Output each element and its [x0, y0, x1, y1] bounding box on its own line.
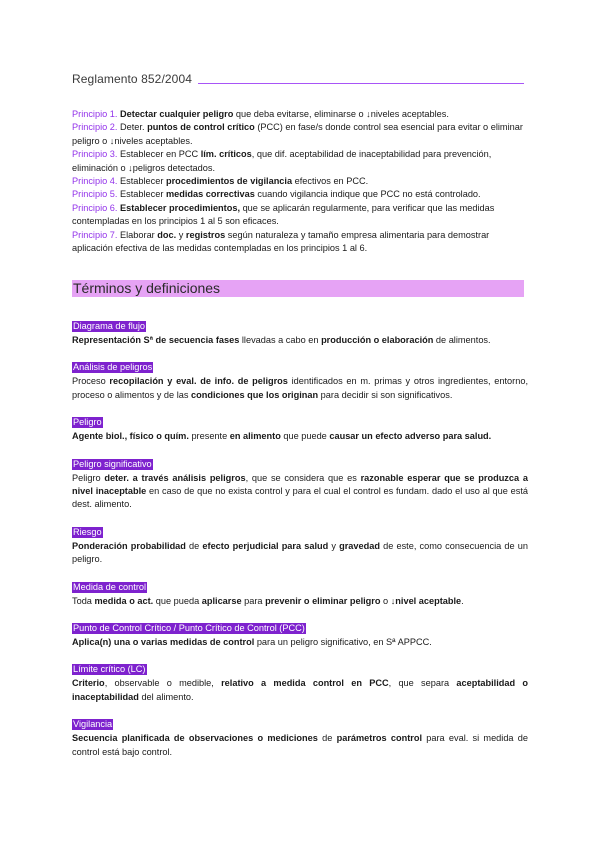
bold-text: causar un efecto adverso para salud. — [329, 431, 492, 442]
text-run: presente — [188, 431, 230, 442]
text-run: Proceso — [72, 376, 110, 387]
bold-text: lím. críticos — [200, 149, 252, 160]
principle-label: Principio 6. — [72, 202, 118, 213]
term-entry — [72, 454, 528, 512]
bold-text: razonable esperar que se produzca a nivel inaceptable — [72, 472, 528, 497]
bold-text: registros — [185, 229, 226, 240]
bold-text: aceptabilidad o inaceptabilidad — [72, 678, 528, 702]
principle-label: Principio 2. — [72, 122, 118, 133]
term-entry — [72, 357, 528, 402]
bold-text: Criterio — [72, 678, 105, 689]
bold-text: ↓nivel aceptable — [390, 595, 462, 606]
principle-label: Principio 4. — [72, 176, 118, 187]
header-title: Reglamento 852/2004 — [72, 72, 192, 86]
text-run: . — [461, 595, 464, 606]
term-definition — [72, 732, 528, 759]
bold-text: recopilación y eval. de info. de peligros — [109, 376, 288, 387]
text-run: Deter. — [117, 122, 148, 133]
text-run: que pueda — [153, 595, 202, 606]
text-run: en caso de que no exista control y para el cual el control es fundam. dado el uso al que está dest. alimento. — [72, 486, 528, 510]
bold-text: producción o elaboración — [321, 335, 434, 345]
bold-text: relativo a medida control en PCC — [221, 678, 389, 689]
text-run: que deba evitarse, eliminarse o ↓niveles aceptables. — [233, 109, 449, 119]
text-run: (PCC) en fase/s donde control sea esencial para evitar o eliminar peligro o ↓niveles aceptables. — [72, 122, 523, 146]
term-entry — [72, 714, 528, 759]
text-run: Establecer — [117, 189, 166, 200]
principle-label: Principio 7. — [72, 229, 118, 240]
bold-text: Representación Sª de secuencia fases — [72, 335, 240, 345]
text-run: que se aplicarán regularmente, para verificar que las medidas contempladas en los principios 1 al 5 son eficaces. — [72, 202, 495, 227]
section-title: Términos y definiciones — [73, 280, 221, 296]
header-rule — [198, 83, 524, 84]
principle-label: Principio 5. — [72, 189, 118, 200]
bold-text: condiciones que los originan — [191, 389, 319, 400]
principle — [72, 202, 528, 229]
term-definition — [72, 430, 528, 443]
bold-text: doc. — [157, 229, 177, 240]
term-entry — [72, 316, 528, 347]
bold-text: medidas correctivas — [165, 189, 255, 200]
term-label: Diagrama de flujo — [73, 321, 146, 331]
term-entry — [72, 577, 528, 608]
terms-list — [72, 316, 528, 769]
text-run: para eval. si medida de control está bajo control. — [72, 733, 529, 757]
term-definition — [72, 636, 528, 649]
text-run: , que dif. aceptabilidad de inaceptabilidad para prevención, eliminación o ↓peligros detectados. — [72, 149, 492, 173]
principle — [72, 121, 528, 148]
bold-text: aplicarse — [201, 595, 242, 606]
text-run: efectivos en PCC. — [292, 176, 369, 187]
text-run: cuando vigilancia indique que PCC no está controlado. — [254, 189, 481, 200]
text-run: y — [328, 540, 340, 551]
term-definition — [72, 595, 528, 608]
section-heading — [72, 280, 524, 297]
text-run: para un peligro significativo, en Sª APPCC. — [254, 637, 432, 648]
text-run: , observable o medible, — [104, 678, 222, 689]
text-run: para — [241, 595, 266, 606]
term-label: Peligro — [73, 417, 102, 428]
term-entry — [72, 659, 528, 704]
term-definition — [72, 540, 528, 567]
text-run: de este, como consecuencia de un peligro. — [72, 540, 529, 565]
principles-list — [72, 108, 528, 255]
bold-text: en alimento — [229, 431, 281, 442]
principle-label: Principio 3. — [72, 149, 118, 160]
text-run: del alimento. — [138, 691, 194, 702]
text-run: , que se considera que es — [245, 472, 361, 483]
term-label: Punto de Control Crítico / Punto Crítico de Control (PCC) — [73, 623, 305, 634]
term-definition — [72, 375, 528, 402]
bold-text: medida o act. — [94, 595, 154, 606]
bold-text: Establecer procedimientos, — [120, 202, 241, 213]
principle — [72, 148, 528, 175]
principle — [72, 108, 528, 121]
text-run: que puede — [280, 431, 330, 442]
text-run: llevadas a cabo en — [239, 335, 322, 345]
bold-text: Detectar cualquier peligro — [120, 109, 234, 119]
text-run: Elaborar — [117, 229, 158, 240]
bold-text: deter. a través análisis peligros — [104, 472, 246, 483]
bold-text: parámetros control — [336, 733, 423, 744]
text-run: según naturaleza y tamaño empresa alimentaria para demostrar aplicación efectiva de las medidas contempladas en los principios 1 al 6. — [72, 229, 490, 254]
bold-text: prevenir o eliminar peligro — [265, 595, 381, 606]
bold-text: Aplica(n) una o varias medidas de control — [72, 637, 255, 648]
term-label: Riesgo — [73, 526, 102, 537]
term-entry — [72, 522, 528, 567]
bold-text: Ponderación probabilidad — [72, 540, 186, 551]
term-entry — [72, 412, 528, 443]
principle — [72, 175, 528, 188]
text-run: de alimentos. — [433, 335, 491, 345]
text-run: para decidir si son significativos. — [318, 389, 453, 400]
text-run: y — [176, 229, 186, 240]
term-label: Peligro significativo — [73, 458, 152, 469]
principle — [72, 229, 528, 256]
bold-text: Agente biol., físico o quím. — [72, 431, 189, 442]
text-run: de — [185, 540, 203, 551]
text-run: Establecer — [117, 176, 166, 187]
header — [72, 72, 524, 86]
text-run: , que separa — [388, 678, 457, 689]
bold-text: gravedad — [339, 540, 380, 551]
principle — [72, 188, 528, 201]
term-label: Vigilancia — [73, 719, 113, 730]
text-run: Establecer en PCC — [117, 149, 201, 160]
text-run: Peligro — [72, 472, 105, 483]
term-label: Medida de control — [73, 581, 147, 592]
term-label: Límite crítico (LC) — [73, 664, 146, 675]
term-definition — [72, 677, 528, 704]
text-run: de — [317, 733, 337, 744]
principle-label: Principio 1. — [72, 109, 118, 119]
text-run: Toda — [72, 595, 95, 606]
bold-text: efecto perjudicial para salud — [202, 540, 329, 551]
term-entry — [72, 618, 528, 649]
bold-text: procedimientos de vigilancia — [165, 176, 293, 187]
term-definition — [72, 334, 528, 347]
bold-text: Secuencia planificada de observaciones o mediciones — [72, 733, 318, 744]
text-run: identificados en m. primas y otros ingredientes, entorno, proceso o alimentos y de las — [72, 376, 528, 400]
text-run: o — [380, 595, 391, 606]
term-definition — [72, 472, 528, 512]
term-label: Análisis de peligros — [73, 362, 153, 373]
bold-text: puntos de control crítico — [147, 122, 255, 133]
